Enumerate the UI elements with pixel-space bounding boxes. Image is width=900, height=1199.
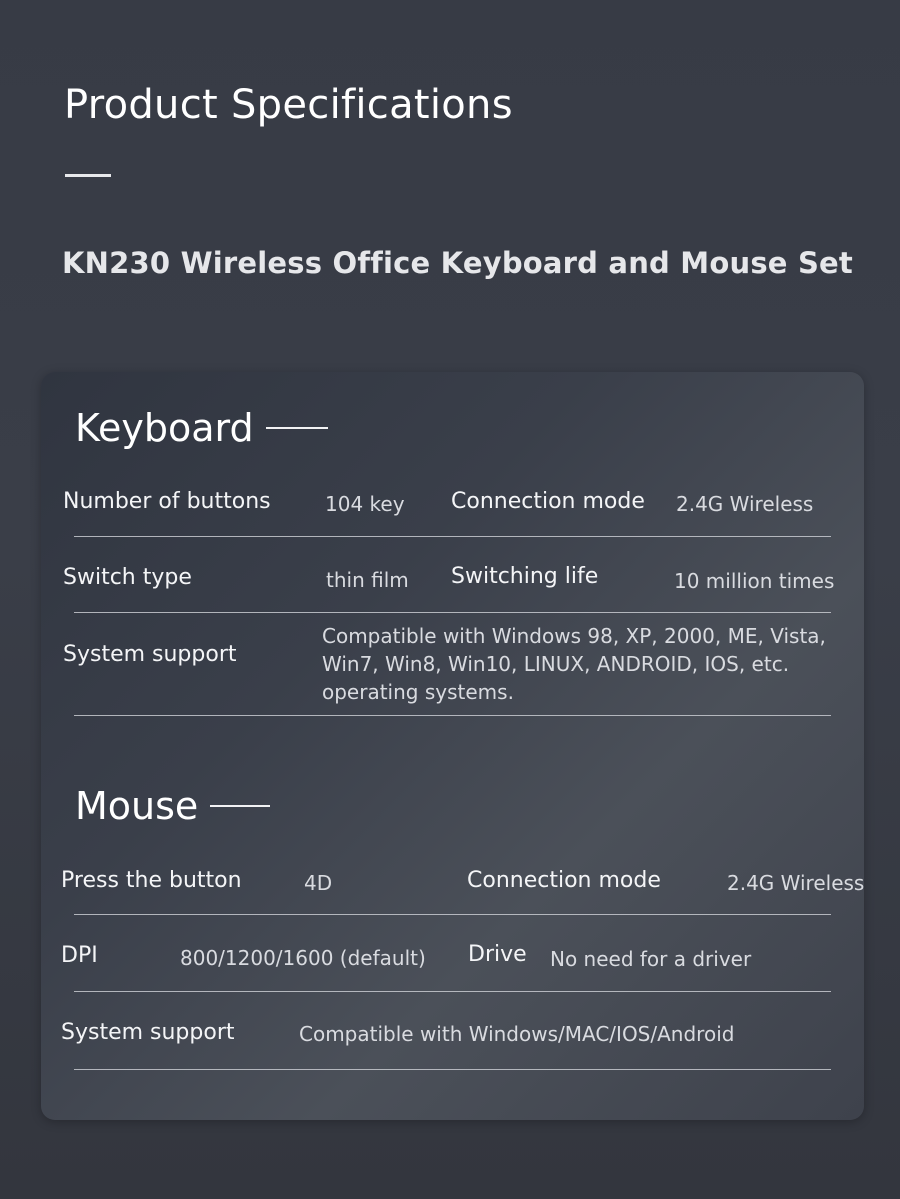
mouse-row-2-label-2: Drive	[468, 942, 527, 967]
specifications-card	[41, 372, 864, 1120]
keyboard-row-3-label-1: System support	[63, 642, 237, 667]
keyboard-row-2-label-1: Switch type	[63, 565, 192, 590]
keyboard-row-2-divider	[74, 612, 831, 613]
mouse-row-2-value-1: 800/1200/1600 (default)	[180, 946, 426, 970]
keyboard-row-3-value-1: Compatible with Windows 98, XP, 2000, ME, Vista, Win7, Win8, Win10, LINUX, ANDROID, IOS, etc. operating systems.	[322, 624, 826, 704]
title-underline	[65, 174, 111, 177]
keyboard-row-1-label-2: Connection mode	[451, 489, 645, 514]
mouse-row-1-value-2: 2.4G Wireless	[727, 871, 865, 895]
keyboard-row-2-value-1: thin film	[326, 568, 409, 592]
mouse-row-2-value-2: No need for a driver	[550, 947, 752, 971]
mouse-row-1-divider	[74, 914, 831, 915]
mouse-heading-text: Mouse	[75, 784, 199, 828]
keyboard-row-2-label-2: Switching life	[451, 564, 599, 589]
product-subtitle: KN230 Wireless Office Keyboard and Mouse Set	[62, 246, 853, 280]
mouse-row-3-label-1: System support	[61, 1020, 235, 1045]
mouse-row-2-label-1: DPI	[61, 943, 98, 968]
keyboard-row-1-value-2: 2.4G Wireless	[676, 492, 814, 516]
keyboard-section-heading	[75, 406, 328, 450]
keyboard-heading-text: Keyboard	[75, 406, 254, 450]
mouse-row-1-label-1: Press the button	[61, 868, 242, 893]
mouse-row-1-label-2: Connection mode	[467, 868, 661, 893]
keyboard-row-2-value-2: 10 million times	[674, 569, 835, 593]
keyboard-heading-dash	[266, 427, 328, 429]
mouse-row-2-divider	[74, 991, 831, 992]
keyboard-row-3-divider	[74, 715, 831, 716]
keyboard-row-1-divider	[74, 536, 831, 537]
keyboard-row-1-label-1: Number of buttons	[63, 489, 271, 514]
page-title: Product Specifications	[64, 82, 513, 128]
mouse-heading-dash	[210, 805, 270, 807]
mouse-row-3-divider	[74, 1069, 831, 1070]
mouse-row-3-value-1: Compatible with Windows/MAC/IOS/Android	[299, 1022, 735, 1046]
mouse-section-heading	[75, 784, 270, 828]
mouse-row-1-value-1: 4D	[304, 871, 333, 895]
keyboard-row-1-value-1: 104 key	[325, 492, 405, 516]
